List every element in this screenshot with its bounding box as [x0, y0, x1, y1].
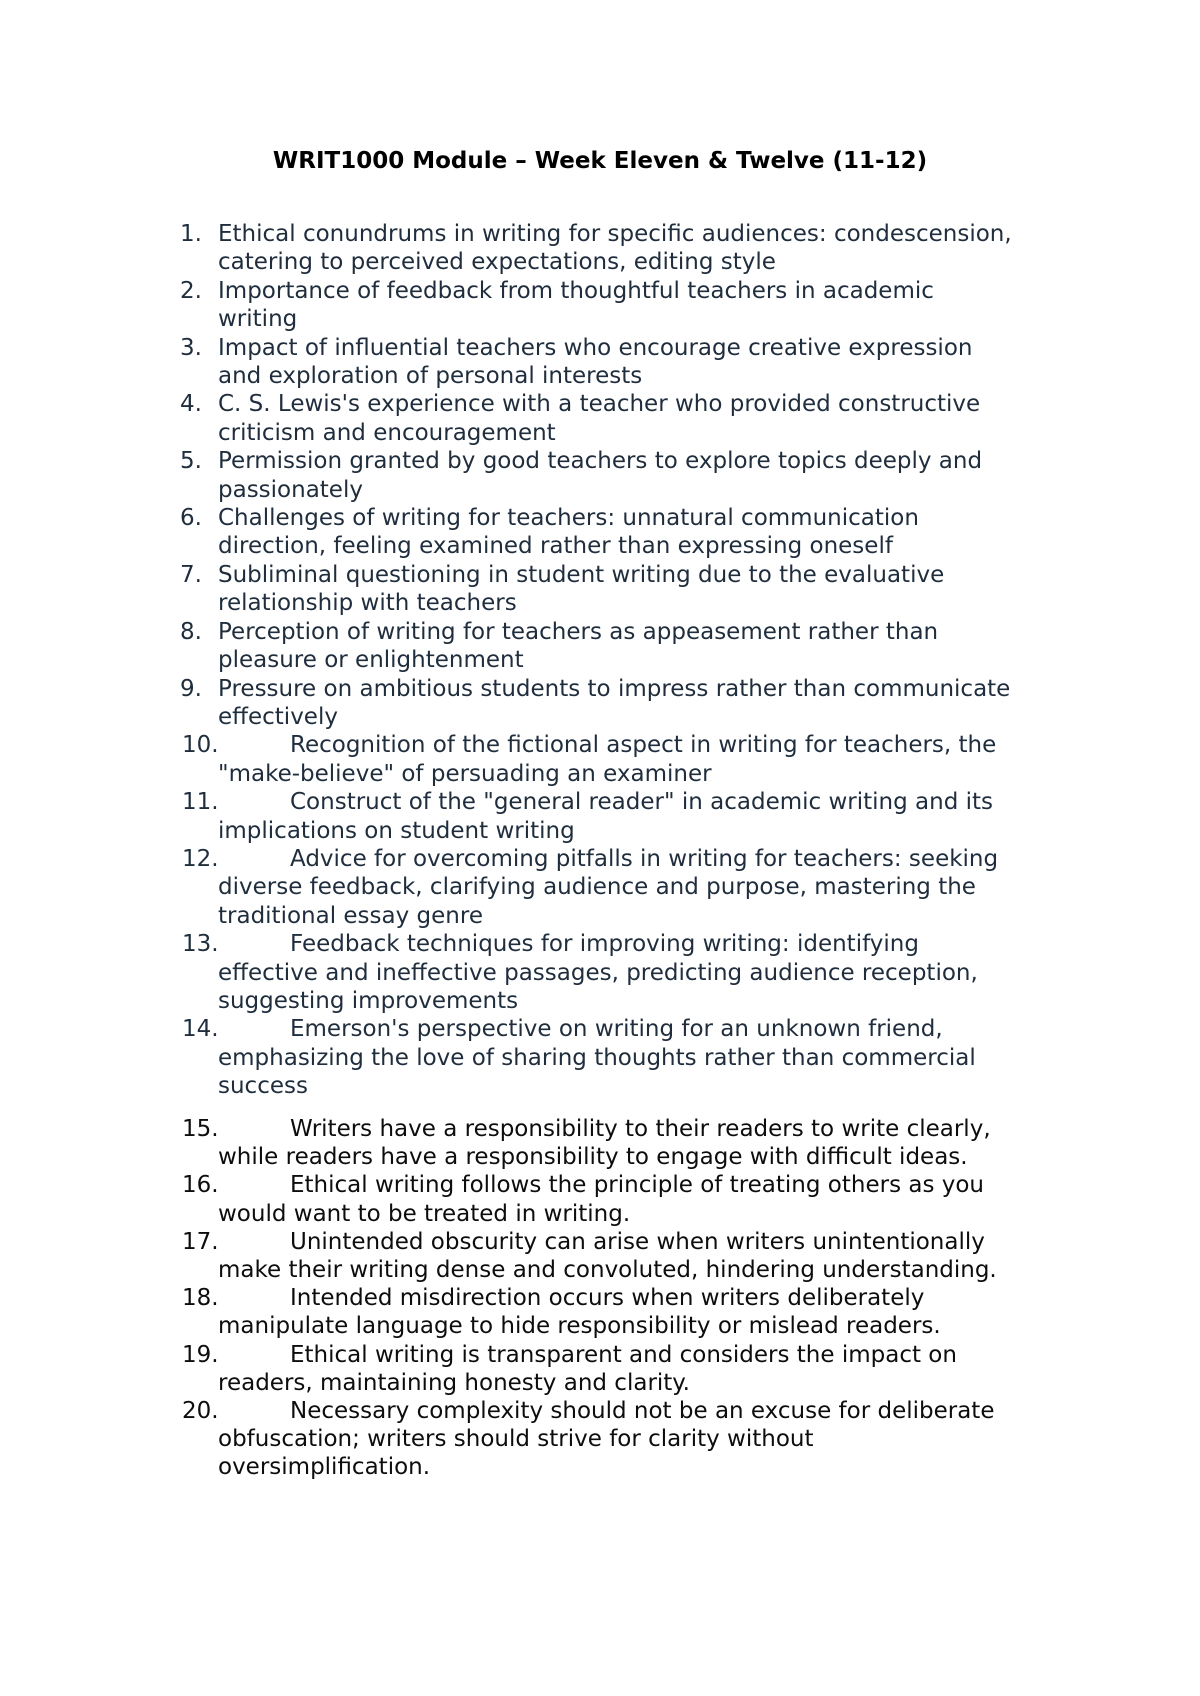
list-item-text-line	[218, 817, 1060, 845]
list-item-text-line	[218, 675, 1060, 703]
list-item	[0, 1228, 1060, 1284]
list-item-text-line	[218, 902, 1060, 930]
list-item-text: make their writing dense and convoluted, hindering understanding.	[218, 1257, 997, 1284]
list-item-text-line	[218, 1369, 1060, 1397]
list-item-text-line	[218, 1256, 1060, 1284]
list-item-number: 1.	[180, 221, 202, 247]
list-item	[0, 1397, 1060, 1482]
list-item	[0, 1015, 1060, 1100]
list-item-text: Perception of writing for teachers as appeasement rather than	[218, 618, 939, 645]
list-item-text: Subliminal questioning in student writing due to the evaluative	[218, 561, 945, 588]
list-item-text: manipulate language to hide responsibility or mislead readers.	[218, 1313, 941, 1340]
list-item-text: and exploration of personal interests	[218, 363, 643, 390]
list-item-text-line	[218, 618, 1060, 646]
list-item-text-line	[218, 1284, 1060, 1312]
list-item-text-line	[218, 561, 1060, 589]
list-item-text: effectively	[218, 703, 338, 730]
list-item-text-line	[218, 1228, 1060, 1256]
list-item-text: Unintended obscurity can arise when writers unintentionally	[290, 1228, 985, 1255]
list-item	[0, 788, 1060, 845]
list-item-number: 20.	[182, 1398, 219, 1425]
list-item-text: Feedback techniques for improving writing: identifying	[290, 931, 919, 958]
list-item-text-line	[218, 959, 1060, 987]
list-item-text: Permission granted by good teachers to explore topics deeply and	[218, 448, 983, 475]
list-item-text: relationship with teachers	[218, 590, 517, 617]
list-item-number: 15.	[182, 1116, 219, 1142]
list-item-text: Advice for overcoming pitfalls in writing for teachers: seeking	[290, 845, 999, 872]
list-item-text: Writers have a responsibility to their readers to write clearly,	[290, 1116, 991, 1142]
list-item-text-line	[218, 532, 1060, 560]
list-item-text-line	[218, 987, 1060, 1015]
list-item-number: 5.	[180, 448, 202, 475]
list-item-number: 3.	[180, 334, 202, 361]
list-item-text-line	[218, 1312, 1060, 1340]
list-item-number: 19.	[182, 1341, 219, 1368]
topic-list-primary	[0, 220, 1200, 1101]
list-item-text-line	[218, 873, 1060, 901]
list-item	[0, 1341, 1060, 1397]
list-item-number: 10.	[182, 732, 219, 759]
list-item-text: obfuscation; writers should strive for clarity without	[218, 1426, 814, 1453]
list-item-number: 16.	[182, 1172, 219, 1199]
list-item	[0, 731, 1060, 788]
list-item-number: 14.	[182, 1016, 219, 1043]
list-item-text: pleasure or enlightenment	[218, 647, 524, 674]
list-item	[0, 675, 1060, 732]
list-item-text: Pressure on ambitious students to impress rather than communicate	[218, 675, 1011, 702]
list-item-text-line	[218, 760, 1060, 788]
list-item-text: direction, feeling examined rather than expressing oneself	[218, 533, 893, 560]
list-item	[0, 390, 1060, 447]
list-item	[0, 1171, 1060, 1227]
list-item-text: Necessary complexity should not be an excuse for deliberate	[290, 1398, 995, 1425]
list-item-text: readers, maintaining honesty and clarity.	[218, 1369, 690, 1396]
list-item-text: oversimplification.	[218, 1454, 431, 1481]
list-item	[0, 447, 1060, 504]
list-item-text-line	[218, 1015, 1060, 1043]
list-item-text: Intended misdirection occurs when writers deliberately	[290, 1285, 925, 1312]
list-item-text: success	[218, 1073, 308, 1100]
list-item-text-line	[218, 845, 1060, 873]
list-item-text-line	[218, 447, 1060, 475]
list-item-text: effective and ineffective passages, predicting audience reception,	[218, 959, 978, 986]
list-item	[0, 504, 1060, 561]
list-item-text: Emerson's perspective on writing for an unknown friend,	[290, 1016, 943, 1043]
list-item-text-line	[218, 1200, 1060, 1228]
list-item-text: Recognition of the fictional aspect in writing for teachers, the	[290, 732, 997, 759]
list-item-text-line	[218, 1115, 1060, 1143]
list-item	[0, 334, 1060, 391]
list-item-number: 7.	[180, 561, 202, 588]
list-item-number: 6.	[180, 505, 202, 532]
list-item-text: writing	[218, 306, 298, 333]
list-item-text: Ethical writing is transparent and considers the impact on	[290, 1341, 957, 1368]
list-item-number: 8.	[180, 618, 202, 645]
list-item	[0, 277, 1060, 334]
list-item-text-line	[218, 1143, 1060, 1171]
document-title: WRIT1000 Module – Week Eleven & Twelve (11-12)	[272, 148, 928, 174]
list-item-text-line	[218, 220, 1060, 248]
list-item-number: 13.	[182, 931, 219, 958]
list-item-text: Ethical writing follows the principle of treating others as you	[290, 1172, 985, 1199]
list-item-text: suggesting improvements	[218, 987, 519, 1014]
list-item-text-line	[218, 476, 1060, 504]
list-item-text: passionately	[218, 476, 363, 503]
list-item-text: "make-believe" of persuading an examiner	[218, 760, 712, 787]
list-item-text: would want to be treated in writing.	[218, 1200, 631, 1227]
list-item-number: 18.	[182, 1285, 219, 1312]
list-item-text-line	[218, 390, 1060, 418]
list-item-text-line	[218, 305, 1060, 333]
list-item-text-line	[218, 788, 1060, 816]
list-item-text: Importance of feedback from thoughtful teachers in academic	[218, 277, 934, 304]
list-item-text-line	[218, 731, 1060, 759]
list-item-text-line	[218, 1072, 1060, 1100]
list-item-text-line	[218, 1397, 1060, 1425]
list-item-text: Ethical conundrums in writing for specific audiences: condescension,	[218, 221, 1012, 247]
list-item-text-line	[218, 646, 1060, 674]
list-item-text-line	[218, 334, 1060, 362]
list-item-text: emphasizing the love of sharing thoughts rather than commercial	[218, 1044, 976, 1071]
list-item-text: catering to perceived expectations, editing style	[218, 249, 776, 276]
list-item-number: 12.	[182, 845, 219, 872]
list-item	[0, 220, 1060, 277]
list-item-text-line	[218, 930, 1060, 958]
list-item	[0, 1284, 1060, 1340]
list-item-number: 4.	[180, 391, 202, 418]
list-item-text: while readers have a responsibility to engage with difficult ideas.	[218, 1144, 968, 1171]
list-item-text-line	[218, 1425, 1060, 1453]
list-item-number: 17.	[182, 1228, 219, 1255]
list-item-text: Challenges of writing for teachers: unnatural communication	[218, 505, 919, 532]
list-item-number: 9.	[180, 675, 202, 702]
list-item-text-line	[218, 1044, 1060, 1072]
list-item-text-line	[218, 248, 1060, 276]
list-item-text: traditional essay genre	[218, 902, 483, 929]
list-item-number: 11.	[182, 789, 219, 816]
list-item	[0, 845, 1060, 930]
list-item-text-line	[218, 504, 1060, 532]
list-item-text-line	[218, 703, 1060, 731]
list-item-text: diverse feedback, clarifying audience and purpose, mastering the	[218, 874, 976, 901]
list-item-text-line	[218, 1341, 1060, 1369]
list-item-text: criticism and encouragement	[218, 419, 556, 446]
list-item-number: 2.	[180, 277, 202, 304]
list-item-text-line	[218, 277, 1060, 305]
list-item-text: Construct of the "general reader" in academic writing and its	[290, 789, 993, 816]
list-item-text: Impact of influential teachers who encourage creative expression	[218, 334, 973, 361]
list-item	[0, 561, 1060, 618]
list-item	[0, 618, 1060, 675]
list-item-text-line	[218, 1453, 1060, 1481]
list-item-text-line	[218, 362, 1060, 390]
topic-list-secondary	[0, 1115, 1200, 1482]
list-item-text-line	[218, 589, 1060, 617]
list-item-text: implications on student writing	[218, 817, 575, 844]
list-item-text-line	[218, 419, 1060, 447]
list-item-text: C. S. Lewis's experience with a teacher who provided constructive	[218, 391, 981, 418]
list-item	[0, 930, 1060, 1015]
list-item-text-line	[218, 1171, 1060, 1199]
list-item	[0, 1115, 1060, 1171]
